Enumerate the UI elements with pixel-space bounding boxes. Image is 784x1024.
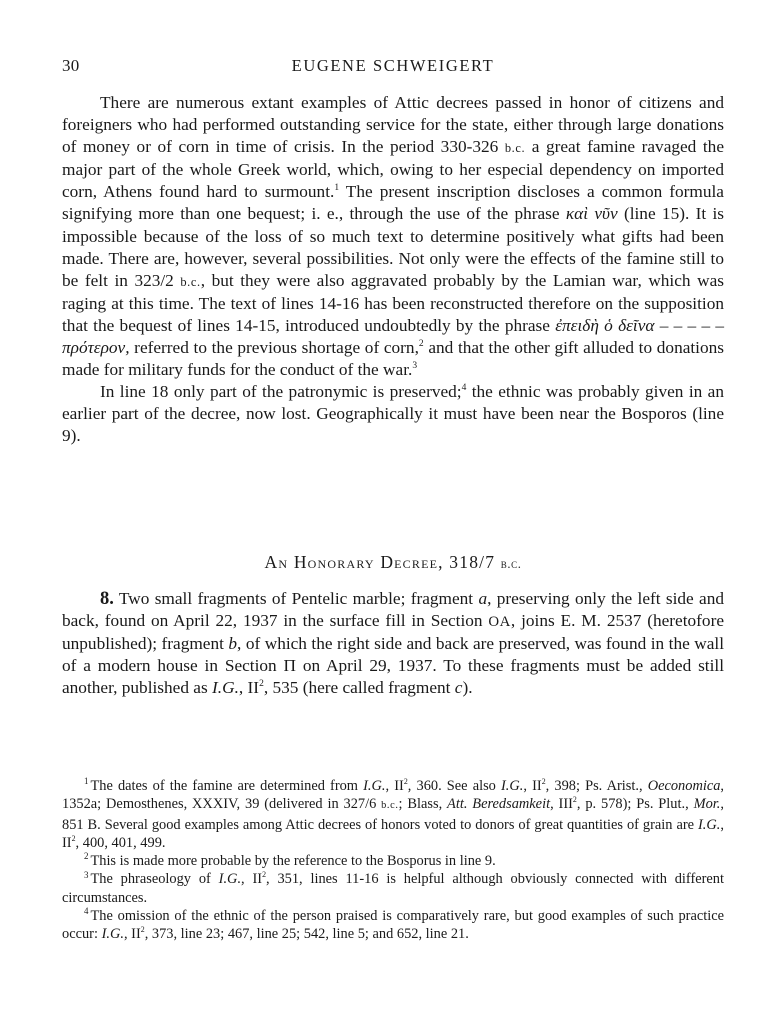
- bc-abbrev: b.c.: [500, 557, 522, 571]
- bc-abbrev: b.c.: [180, 274, 201, 289]
- greek-phrase: ἐπειδὴ ὁ δεῖνα – – – – – πρότερον,: [62, 315, 724, 358]
- section-label: Π: [283, 656, 297, 676]
- entry-paragraph: 8. Two small fragments of Pentelic marble; fragment a, preserving only the left side and back, found on April 22, 1937 in the surface fill in Section OA, joins E. M. 2537 (heretofore unpublished); fragment b, of which the right side and back are preserved, was found in the wall of a modern house in Section Π on April 29, 1937. To these fragments must be added still another, published as I.G., $II^2$, 535 (here called fragment c).: [62, 589, 724, 698]
- running-head: [62, 56, 724, 80]
- footnote-1: $^1$ The dates of the famine are determined from I.G., $II^2$, 360. See also I.G., $II^2$, 398; Ps. Arist., Oeconomica, 1352a; Demosthenes, XXXIV, 39 (delivered in 327/6 b.c.; Blass, Att. Beredsamkeit, III$^2$, p. 578); Ps. Plut., Mor., 851 B. Several good examples among Attic decrees of honors voted to donors of great quantities of grain are I.G., $II^2$, 400, 401, 499.: [62, 776, 725, 851]
- footnotes: [62, 777, 724, 944]
- page-number: 30: [62, 56, 80, 75]
- catalogue-entry: [62, 588, 724, 699]
- footnote-ref-1: 1: [334, 183, 340, 194]
- running-head-author: EUGENE SCHWEIGERT: [291, 56, 495, 75]
- footnote-ref-4: 4: [461, 383, 467, 394]
- greek-phrase: καὶ νῦν: [565, 204, 618, 224]
- section-heading: An Honorary Decree, 318/7 b.c.: [264, 552, 522, 572]
- footnote-2: $^2$ This is made more probable by the reference to the Bosporus in line 9.: [84, 851, 496, 870]
- footnote-ref-3: 3: [412, 361, 418, 372]
- footnote-ref-2: 2: [418, 339, 424, 350]
- body-paragraph-1: There are numerous extant examples of Attic decrees passed in honor of citizens and foreigners who had performed outstanding service for the state, either through large donations of money or of corn in time of crisis. In the period 330-326 b.c. a great famine ravaged the major part of the whole Greek world, which, owing to her especial dependency on imported corn, Athens found hard to surmount.$^1$ The present inscription discloses a common formula signifying more than one bequest; i. e., through the use of the phrase καὶ νῦν (line 15). It is impossible because of the loss of so much text to determine positively what gifts had been made. There are, however, several possibilities. Not only were the effects of the famine still to be felt in 323/2 b.c., but they were also aggravated probably by the Lamian war, which was raging at this time. The text of lines 14-16 has been reconstructed therefore on the supposition that the bequest of lines 14-15, introduced undoubtedly by the phrase ἐπειδὴ ὁ δεῖνα – – – – – πρότερον, referred to the previous shortage of corn,$^2$ and that the other gift alluded to donations made for military funds for the conduct of the war.$^3$: [62, 93, 724, 380]
- body-text: [62, 92, 724, 448]
- section-label: OA: [488, 614, 511, 631]
- body-paragraph-2: In line 18 only part of the patronymic is preserved;$^4$ the ethnic was probably given in an earlier part of the decree, now lost. Geographically it must have been near the Bosporos (line 9).: [62, 382, 724, 446]
- bc-abbrev: b.c.: [504, 141, 526, 156]
- footnote-3: $^3$ The phraseology of I.G., $II^2$, 351, lines 11-16 is helpful although obviously connected with different circumstances.: [62, 869, 725, 906]
- footnote-4: $^4$ The omission of the ethnic of the person praised is comparatively rare, but good examples of such practice occur: I.G., $II^2$, 373, line 23; 467, line 25; 542, line 5; and 652, line 21.: [62, 906, 724, 943]
- entry-number: 8.: [100, 589, 114, 609]
